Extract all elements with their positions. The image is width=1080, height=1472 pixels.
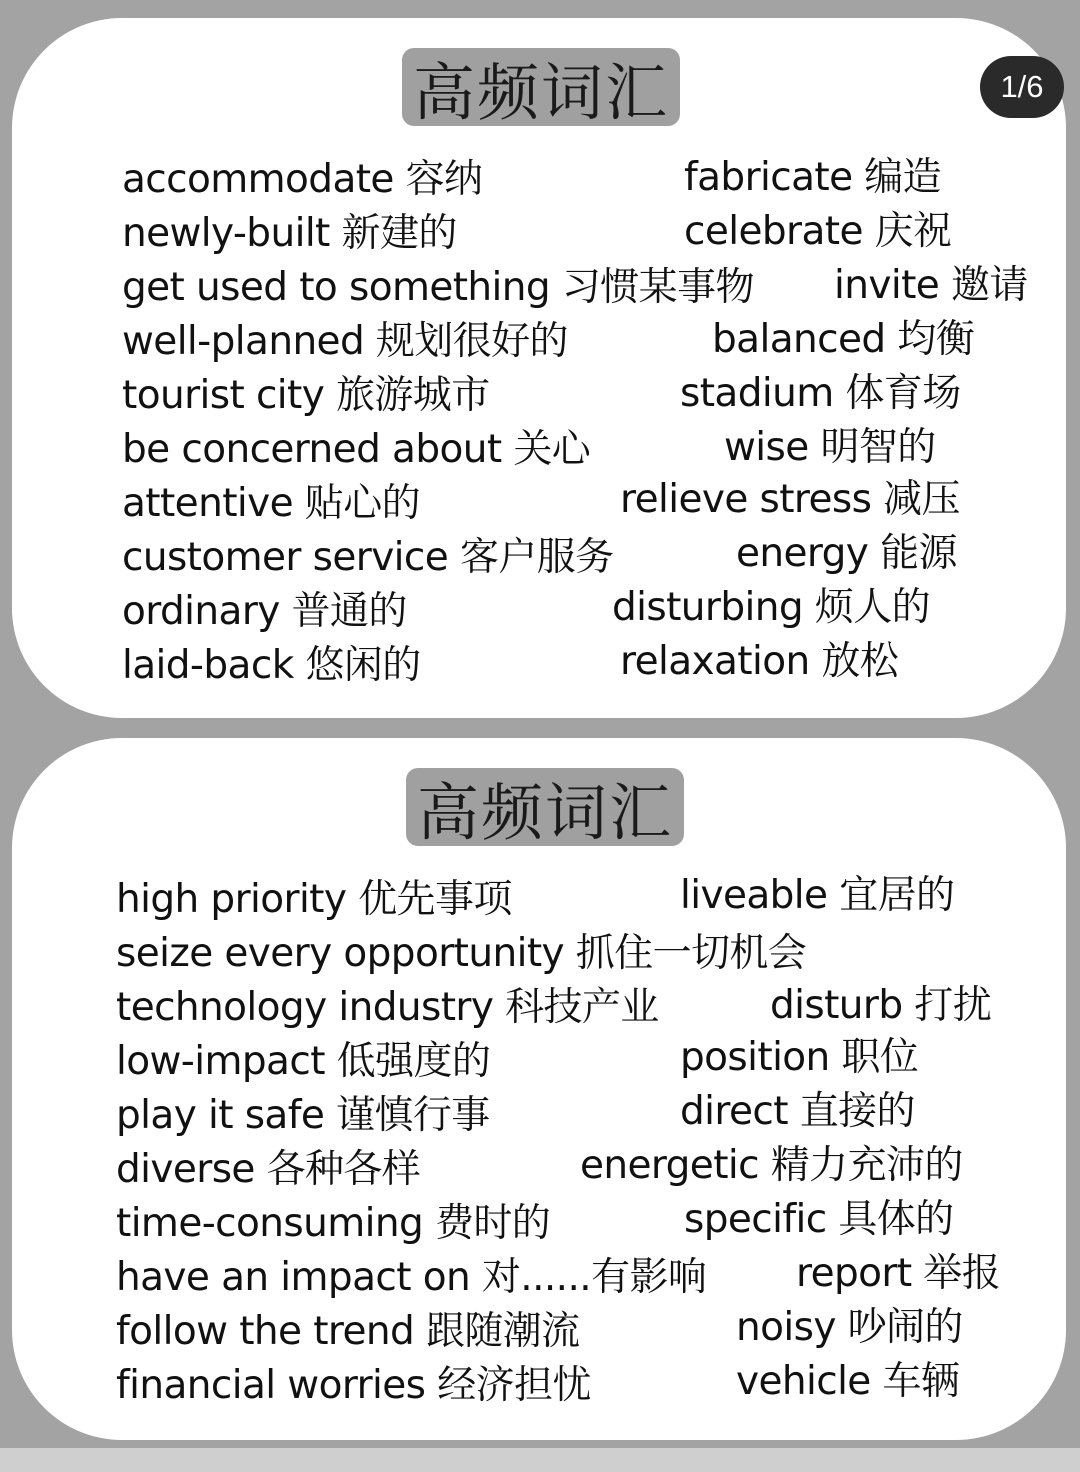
vocab-term: position 职位 bbox=[680, 1035, 919, 1080]
vocab-term: energy 能源 bbox=[736, 531, 957, 576]
vocab-term: be concerned about 关心 bbox=[122, 427, 591, 472]
vocab-term: get used to something 习惯某事物 bbox=[122, 265, 754, 310]
vocab-term: well-planned 规划很好的 bbox=[122, 319, 568, 364]
vocab-term: noisy 吵闹的 bbox=[736, 1305, 963, 1350]
vocab-term: newly-built 新建的 bbox=[122, 211, 457, 256]
vocab-term: follow the trend 跟随潮流 bbox=[116, 1309, 580, 1354]
vocab-term: relaxation 放松 bbox=[620, 639, 899, 684]
vocab-term: balanced 均衡 bbox=[712, 317, 975, 362]
bottom-edge bbox=[0, 1448, 1080, 1472]
vocab-card-2 bbox=[12, 738, 1066, 1440]
vocab-term: time-consuming 费时的 bbox=[116, 1201, 551, 1246]
vocab-term: ordinary 普通的 bbox=[122, 589, 407, 634]
vocab-term: high priority 优先事项 bbox=[116, 877, 512, 922]
vocab-term: fabricate 编造 bbox=[684, 155, 942, 200]
vocab-term: vehicle 车辆 bbox=[736, 1359, 960, 1404]
vocab-term: relieve stress 减压 bbox=[620, 477, 960, 522]
vocab-term: laid-back 悠闲的 bbox=[122, 643, 421, 688]
vocab-term: stadium 体育场 bbox=[680, 371, 961, 416]
vocab-term: energetic 精力充沛的 bbox=[580, 1143, 963, 1188]
vocab-term: celebrate 庆祝 bbox=[684, 209, 952, 254]
vocab-term: disturb 打扰 bbox=[770, 983, 992, 1028]
vocab-card-1 bbox=[12, 18, 1066, 718]
vocab-term: have an impact on 对......有影响 bbox=[116, 1255, 707, 1300]
vocab-term: liveable 宜居的 bbox=[680, 873, 955, 918]
vocab-term: direct 直接的 bbox=[680, 1089, 915, 1134]
vocab-term: accommodate 容纳 bbox=[122, 157, 483, 202]
vocab-term: customer service 客户服务 bbox=[122, 535, 614, 580]
card-title: 高频词汇 bbox=[406, 768, 684, 846]
vocab-term: disturbing 烦人的 bbox=[612, 585, 931, 630]
vocab-term: technology industry 科技产业 bbox=[116, 985, 659, 1030]
vocab-term: seize every opportunity 抓住一切机会 bbox=[116, 931, 807, 976]
card-title: 高频词汇 bbox=[402, 48, 680, 126]
vocab-term: report 举报 bbox=[796, 1251, 1001, 1296]
vocab-term: specific 具体的 bbox=[684, 1197, 954, 1242]
vocab-term: play it safe 谨慎行事 bbox=[116, 1093, 490, 1138]
vocab-term: diverse 各种各样 bbox=[116, 1147, 421, 1192]
vocab-term: attentive 贴心的 bbox=[122, 481, 420, 526]
vocab-term: low-impact 低强度的 bbox=[116, 1039, 491, 1084]
vocab-term: financial worries 经济担忧 bbox=[116, 1363, 591, 1408]
page-indicator[interactable]: 1/6 bbox=[980, 56, 1064, 118]
vocab-term: wise 明智的 bbox=[724, 425, 936, 470]
vocab-term: invite 邀请 bbox=[834, 263, 1028, 308]
vocab-term: tourist city 旅游城市 bbox=[122, 373, 490, 418]
